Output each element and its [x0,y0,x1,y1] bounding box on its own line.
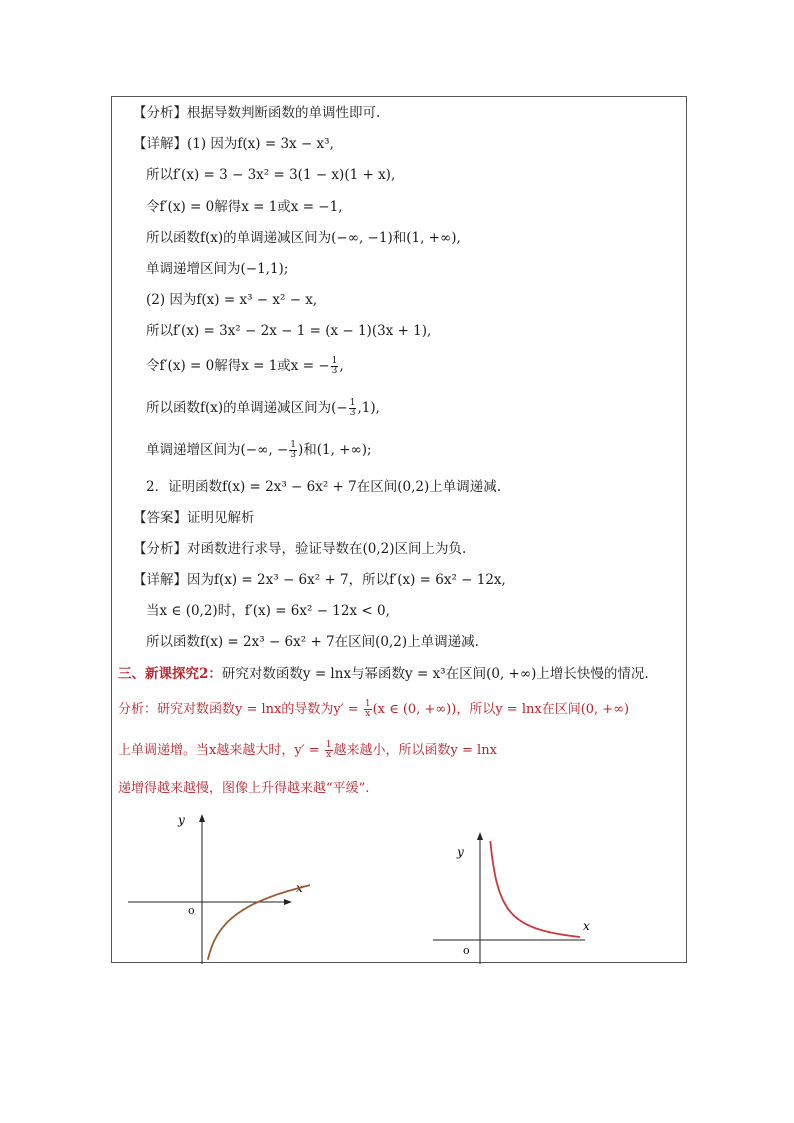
part2-line: (2) 因为f(x) = x³ − x² − x, [146,292,318,308]
analysis-line-2: 【分析】对函数进行求导，验证导数在(0,2)区间上为负. [133,541,467,557]
analysis-red-line-1: 分析：研究对数函数y = lnx的导数为y′ = $\frac{1}{x}$ (x ∈ (0, +∞))，所以y = lnx在区间(0, +∞) [118,699,630,719]
section-3-heading: 三、新课探究2：研究对数函数y = lnx与幂函数y = x³在区间(0, +∞)上增长快慢的情况. [118,666,649,682]
part2-decreasing-line: 所以函数f(x)的单调递减区间为(− $\frac{1}{3}$ ,1), [146,398,380,418]
condition-line: 当x ∈ (0,2)时，f′(x) = 6x² − 12x < 0, [146,603,390,619]
fraction: $\frac{1}{x}$ [364,699,371,719]
derivative-line: 所以f′(x) = 3 − 3x² = 3(1 − x)(1 + x), [146,167,396,183]
analysis-red-line-2: 上单调递增。当x越来越大时，y′ = $\frac{1}{x}$ 越来越小，所以函数y = lnx [118,740,497,760]
origin-label: o [463,944,470,957]
increasing-interval-line: 单调递增区间为(−1,1); [146,261,289,277]
x-axis-arrow-icon [284,899,292,905]
graph-ln [120,808,310,966]
x-label: x [583,919,590,933]
fraction: $\frac{1}{3}$ [331,356,338,376]
conclusion-line: 所以函数f(x) = 2x³ − 6x² + 7在区间(0,2)上单调递减. [146,634,479,650]
y-axis-arrow-icon [199,814,205,822]
x-label: x [296,881,303,895]
part2-solve-line: 令f′(x) = 0解得x = 1或x = − $\frac{1}{3}$ , [146,356,344,376]
y-label: y [457,845,464,859]
detail-line-1: 【详解】(1) 因为f(x) = 3x − x³, [133,136,334,152]
ln-curve [208,874,310,960]
graph-reciprocal [425,826,600,966]
fraction: $\frac{1}{3}$ [349,398,356,418]
problem-2-line: 2．证明函数f(x) = 2x³ − 6x² + 7在区间(0,2)上单调递减. [146,479,502,495]
solve-line: 令f′(x) = 0解得x = 1或x = −1, [146,199,343,215]
part2-derivative-line: 所以f′(x) = 3x² − 2x − 1 = (x − 1)(3x + 1), [146,323,432,339]
analysis-line-1: 【分析】根据导数判断函数的单调性即可. [133,105,381,121]
y-label: y [178,813,185,827]
part2-increasing-line: 单调递增区间为(−∞, − $\frac{1}{3}$ )和(1, +∞); [146,440,372,460]
origin-label: o [188,904,195,917]
decreasing-interval-line: 所以函数f(x)的单调递减区间为(−∞, −1)和(1, +∞), [146,230,461,246]
analysis-red-line-3: 递增得越来越慢，图像上升得越来越“平缓”. [118,781,370,796]
detail-line-2: 【详解】因为f(x) = 2x³ − 6x² + 7，所以f′(x) = 6x² − 12x, [133,572,506,588]
fraction: $\frac{1}{3}$ [290,440,296,460]
y-axis-arrow-icon [477,832,483,840]
answer-line: 【答案】证明见解析 [133,510,255,526]
reciprocal-curve [490,841,580,937]
fraction: $\frac{1}{x}$ [325,740,332,760]
